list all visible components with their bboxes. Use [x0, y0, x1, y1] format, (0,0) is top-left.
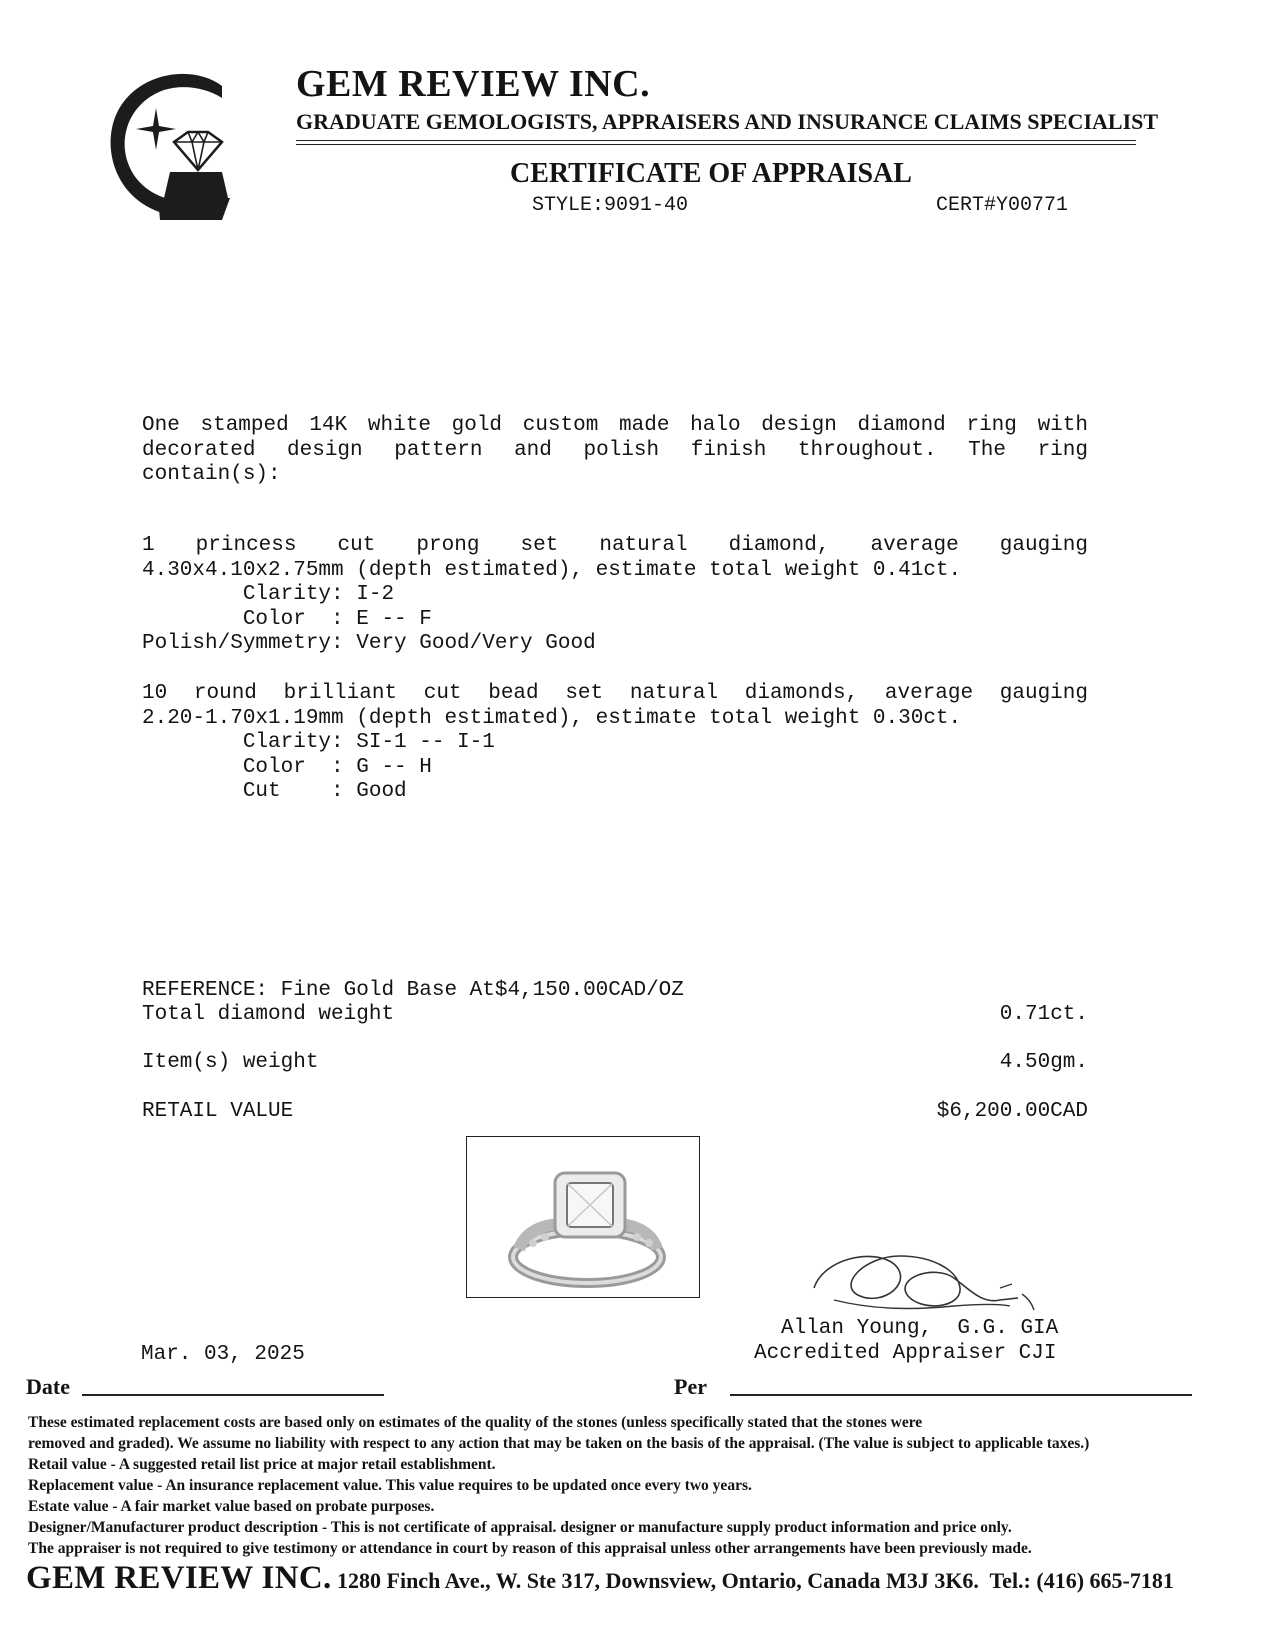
- retail-value-amount: $6,200.00CAD: [936, 1100, 1088, 1123]
- per-label: Per: [674, 1374, 707, 1399]
- disclaimer-line: Replacement value - An insurance replacement value. This value requires to be updated once every two years.: [28, 1477, 752, 1494]
- disclaimer-line: Retail value - A suggested retail list price at major retail establishment.: [28, 1456, 496, 1473]
- description-line: contain(s):: [142, 463, 281, 486]
- stone-line: 2.20-1.70x1.19mm (depth estimated), estimate total weight 0.30ct.: [142, 706, 962, 730]
- description-line: decorated design pattern and polish finish throughout. The ring: [142, 438, 1088, 462]
- item-description: [142, 414, 1088, 488]
- stone-line: 1 princess cut prong set natural diamond, average gauging: [142, 534, 1088, 557]
- stone-2-details: [142, 682, 1088, 805]
- stone-color: Color : E -- F: [142, 607, 432, 631]
- footer-company-name: GEM REVIEW INC.: [26, 1560, 332, 1596]
- total-weight-label: Total diamond weight: [142, 1003, 395, 1026]
- item-weight-value: 4.50gm.: [999, 1051, 1088, 1074]
- per-signature-line: [730, 1394, 1192, 1396]
- company-name: GEM REVIEW INC.: [296, 63, 651, 105]
- ring-icon: [467, 1137, 699, 1297]
- retail-value-label: RETAIL VALUE: [142, 1100, 294, 1123]
- date-signature-line: [82, 1394, 384, 1396]
- item-weight-label: Item(s) weight: [142, 1051, 319, 1074]
- total-weight-value: 0.71ct.: [999, 1003, 1088, 1026]
- disclaimer-line: removed and graded). We assume no liability with respect to any action that may be taken on the basis of the appraisal. (The value is subject to applicable taxes.): [28, 1435, 1090, 1452]
- disclaimer-line: The appraiser is not required to give testimony or attendance in court by reason of this appraisal unless other arrangements have been previously made.: [28, 1540, 1032, 1557]
- style-number: STYLE:9091-40: [532, 194, 689, 217]
- footer-address: 1280 Finch Ave., W. Ste 317, Downsview, Ontario, Canada M3J 3K6. Tel.: (416) 665-7181: [331, 1568, 1174, 1593]
- disclaimer-line: Designer/Manufacturer product description - This is not certificate of appraisal. designer or manufacture supply product information and price only.: [28, 1519, 1012, 1536]
- disclaimer-line: Estate value - A fair market value based on probate purposes.: [28, 1498, 435, 1515]
- appraiser-signature: [804, 1234, 1044, 1324]
- diamond-logo-icon: [104, 72, 254, 222]
- stone-1-details: [142, 534, 1088, 657]
- cert-number: CERT#Y00771: [936, 194, 1069, 217]
- header-rule-bottom: [296, 144, 1136, 145]
- company-tagline: GRADUATE GEMOLOGISTS, APPRAISERS AND INSURANCE CLAIMS SPECIALIST: [296, 109, 1159, 134]
- document-title: CERTIFICATE OF APPRAISAL: [510, 158, 912, 189]
- footer: [26, 1560, 1174, 1597]
- stone-clarity: Clarity: SI-1 -- I-1: [142, 731, 495, 754]
- stone-clarity: Clarity: I-2: [142, 583, 395, 606]
- date-label: Date: [26, 1374, 70, 1399]
- description-line: One stamped 14K white gold custom made halo design diamond ring with: [142, 414, 1088, 437]
- stone-cut: Cut : Good: [142, 780, 407, 803]
- gold-reference: REFERENCE: Fine Gold Base At$4,150.00CAD/OZ: [142, 979, 684, 1002]
- appraisal-date: Mar. 03, 2025: [141, 1343, 305, 1366]
- header-rule-top: [296, 140, 1136, 141]
- stone-color: Color : G -- H: [142, 755, 432, 779]
- disclaimer-notes: [28, 1412, 1258, 1559]
- stone-line: 4.30x4.10x2.75mm (depth estimated), estimate total weight 0.41ct.: [142, 558, 962, 582]
- disclaimer-line: These estimated replacement costs are based only on estimates of the quality of the stones (unless specifically stated that the stones were: [28, 1414, 923, 1431]
- appraiser-name: Allan Young, G.G. GIA: [781, 1317, 1059, 1340]
- stone-polish: Polish/Symmetry: Very Good/Very Good: [142, 632, 596, 655]
- ring-photo: [466, 1136, 700, 1298]
- stone-line: 10 round brilliant cut bead set natural diamonds, average gauging: [142, 682, 1088, 705]
- appraiser-credential: Accredited Appraiser CJI: [754, 1342, 1057, 1365]
